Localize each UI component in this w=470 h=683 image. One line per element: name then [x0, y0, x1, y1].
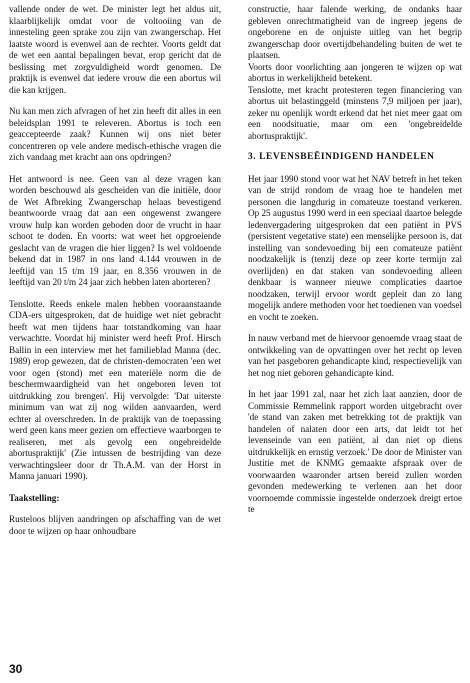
paragraph: Rusteloos blijven aandringen op afschaffing van de wet door te wijzen op haar onhoudbare [9, 514, 221, 536]
paragraph: vallende onder de wet. De minister legt het aldus uit, klaarblijkelijk omdat voor de voltooiing van de innesteling geen sprake zou zijn van zwangerschap. Het laatste woord is evenwel aan de rechter. Voorts geldt dat de wet een aantal bepalingen bevat, erop gericht dat de beslissing met zorgvuldigheid wordt genomen. De praktijk is evenwel dat iedere vrouw die een abortus wil die kan krijgen. [9, 4, 221, 95]
page-number: 30 [9, 662, 23, 676]
paragraph: Het jaar 1990 stond voor wat het NAV betreft in het teken van de strijd rondom de vraag hoe te handelen met personen die langdurig in comateuze toestand verkeren. Op 25 augustus 1990 werd in een speciaal daartoe belegde ledenvergadering uitgesproken dat een patiënt in PVS (persistent vegetative state) een menselijke persoon is, dat instelling van sondevoeding bij een comateuze patiënt noodzakelijk is (tenzij deze op zeer korte termijn zal overlijden) en dat staken van sondevoeding alleen denkbaar is wanneer nieuwe complicaties daartoe noodzaken, terwijl ervoor wordt gepleit dan zo lang mogelijk andere methoden voor het toedienen van voedsel en vocht te zoeken. [248, 173, 462, 322]
task-heading: Taakstelling: [9, 492, 60, 503]
right-column [248, 4, 462, 516]
paragraph: Voorts door voorlichting aan jongeren te wijzen op wat abortus in werkelijkheid betekent. [248, 61, 462, 83]
paragraph: Tenslotte, met kracht protesteren tegen financiering van abortus uit belastinggeld (minstens 7,9 miljoen per jaar), zeker nu openlijk wordt erkend dat het niet meer gaat om een noodsituatie, maar om een 'ongebreidelde abortuspraktijk'. [248, 84, 462, 141]
paragraph: Tenslotte. Reeds enkele malen hebben vooraanstaande CDA-ers uitgesproken, dat de huidige wet niet gebracht heeft wat men tijdens haar totstandkoming van haar verwachtte. Voordat hij minister werd heeft Prof. Hirsch Ballin in een interview met het familieblad Manna (dec. 1989) erop gewezen, dat de christen-democraten 'een wet voor ogen (stond) met een materiële norm die de beschermwaardigheid van het ongeboren leven tot uitdrukking zou brengen'. Hij vervolgde: 'Dat uiterste minimum van wat zij nog wilden aanvaarden, werd echter al overschreden. In de praktijk van de toepassing werd geen kans meer gezien om effectieve waarborgen te realiseren, met als gevolg een ongebreidelde abortuspraktijk' (Zie intussen de bestrijding van deze verwachtingsleer door dr Th.A.M. van der Horst in Manna januari 1990). [9, 298, 221, 481]
paragraph: In het jaar 1991 zal, naar het zich laat aanzien, door de Commissie Remmelink rapport worden uitgebracht over 'de stand van zaken met betrekking tot de praktijk van handelen of nalaten door een arts, dat leidt tot het levenseinde van een patiënt, al dan niet op diens uitdrukkelijk en ernstig verzoek.' De door de Minister van Justitie met de KNMG gemaakte afspraak over de voorwaarden waaronder artsen bereid zullen worden gevonden medewerking te verlenen aan het door voornoemde commissie ingestelde onderzoek dreigt ertoe te [248, 389, 462, 514]
paragraph: Het antwoord is nee. Geen van al deze vragen kan worden beschouwd als gescheiden van die initiële, door de Wet Afbreking Zwangerschap helaas bevestigend beantwoorde vraag dat aan een ongewenst zwangere vrouw hulp kan worden geboden door de vrucht in haar schoot te doden. En voorts: wat weet het opgroeiende geslacht van de vragen die hier liggen? Is wel voldoende bekend dat in 1987 in ons land 4.144 vrouwen in de leeftijd van 15 t/m 19 jaar, en 8.356 vrouwen in de leeftijd van 20 t/m 24 jaar zich hebben laten aborteren? [9, 173, 221, 287]
paragraph: Nu kan men zich afvragen of het zin heeft dit alles in een beleidsplan 1991 te releveren. Abortus is toch een geaccepteerde zaak? Kunnen wij ons niet beter concentreren op vele andere medisch-ethische vragen die zich vandaag met kracht aan ons opdringen? [9, 106, 221, 162]
paragraph: constructie, haar falende werking, de ondanks haar gebleven onrechtmatigheid van de ingreep jegens de ongeborene en de onjuiste uitleg van het begrip zwangerschap door overtijdbehandeling buiten de wet te plaatsen. [248, 4, 462, 60]
left-column [9, 4, 221, 537]
section-heading: 3. LEVENSBEËINDIGEND HANDELEN [248, 152, 435, 162]
paragraph: In nauw verband met de hiervoor genoemde vraag staat de ontwikkeling van de opvattingen over het recht op leven van het pasgeboren gehandicapte kind, respectievelijk van het nog niet geboren gehandicapte kind. [248, 333, 462, 378]
